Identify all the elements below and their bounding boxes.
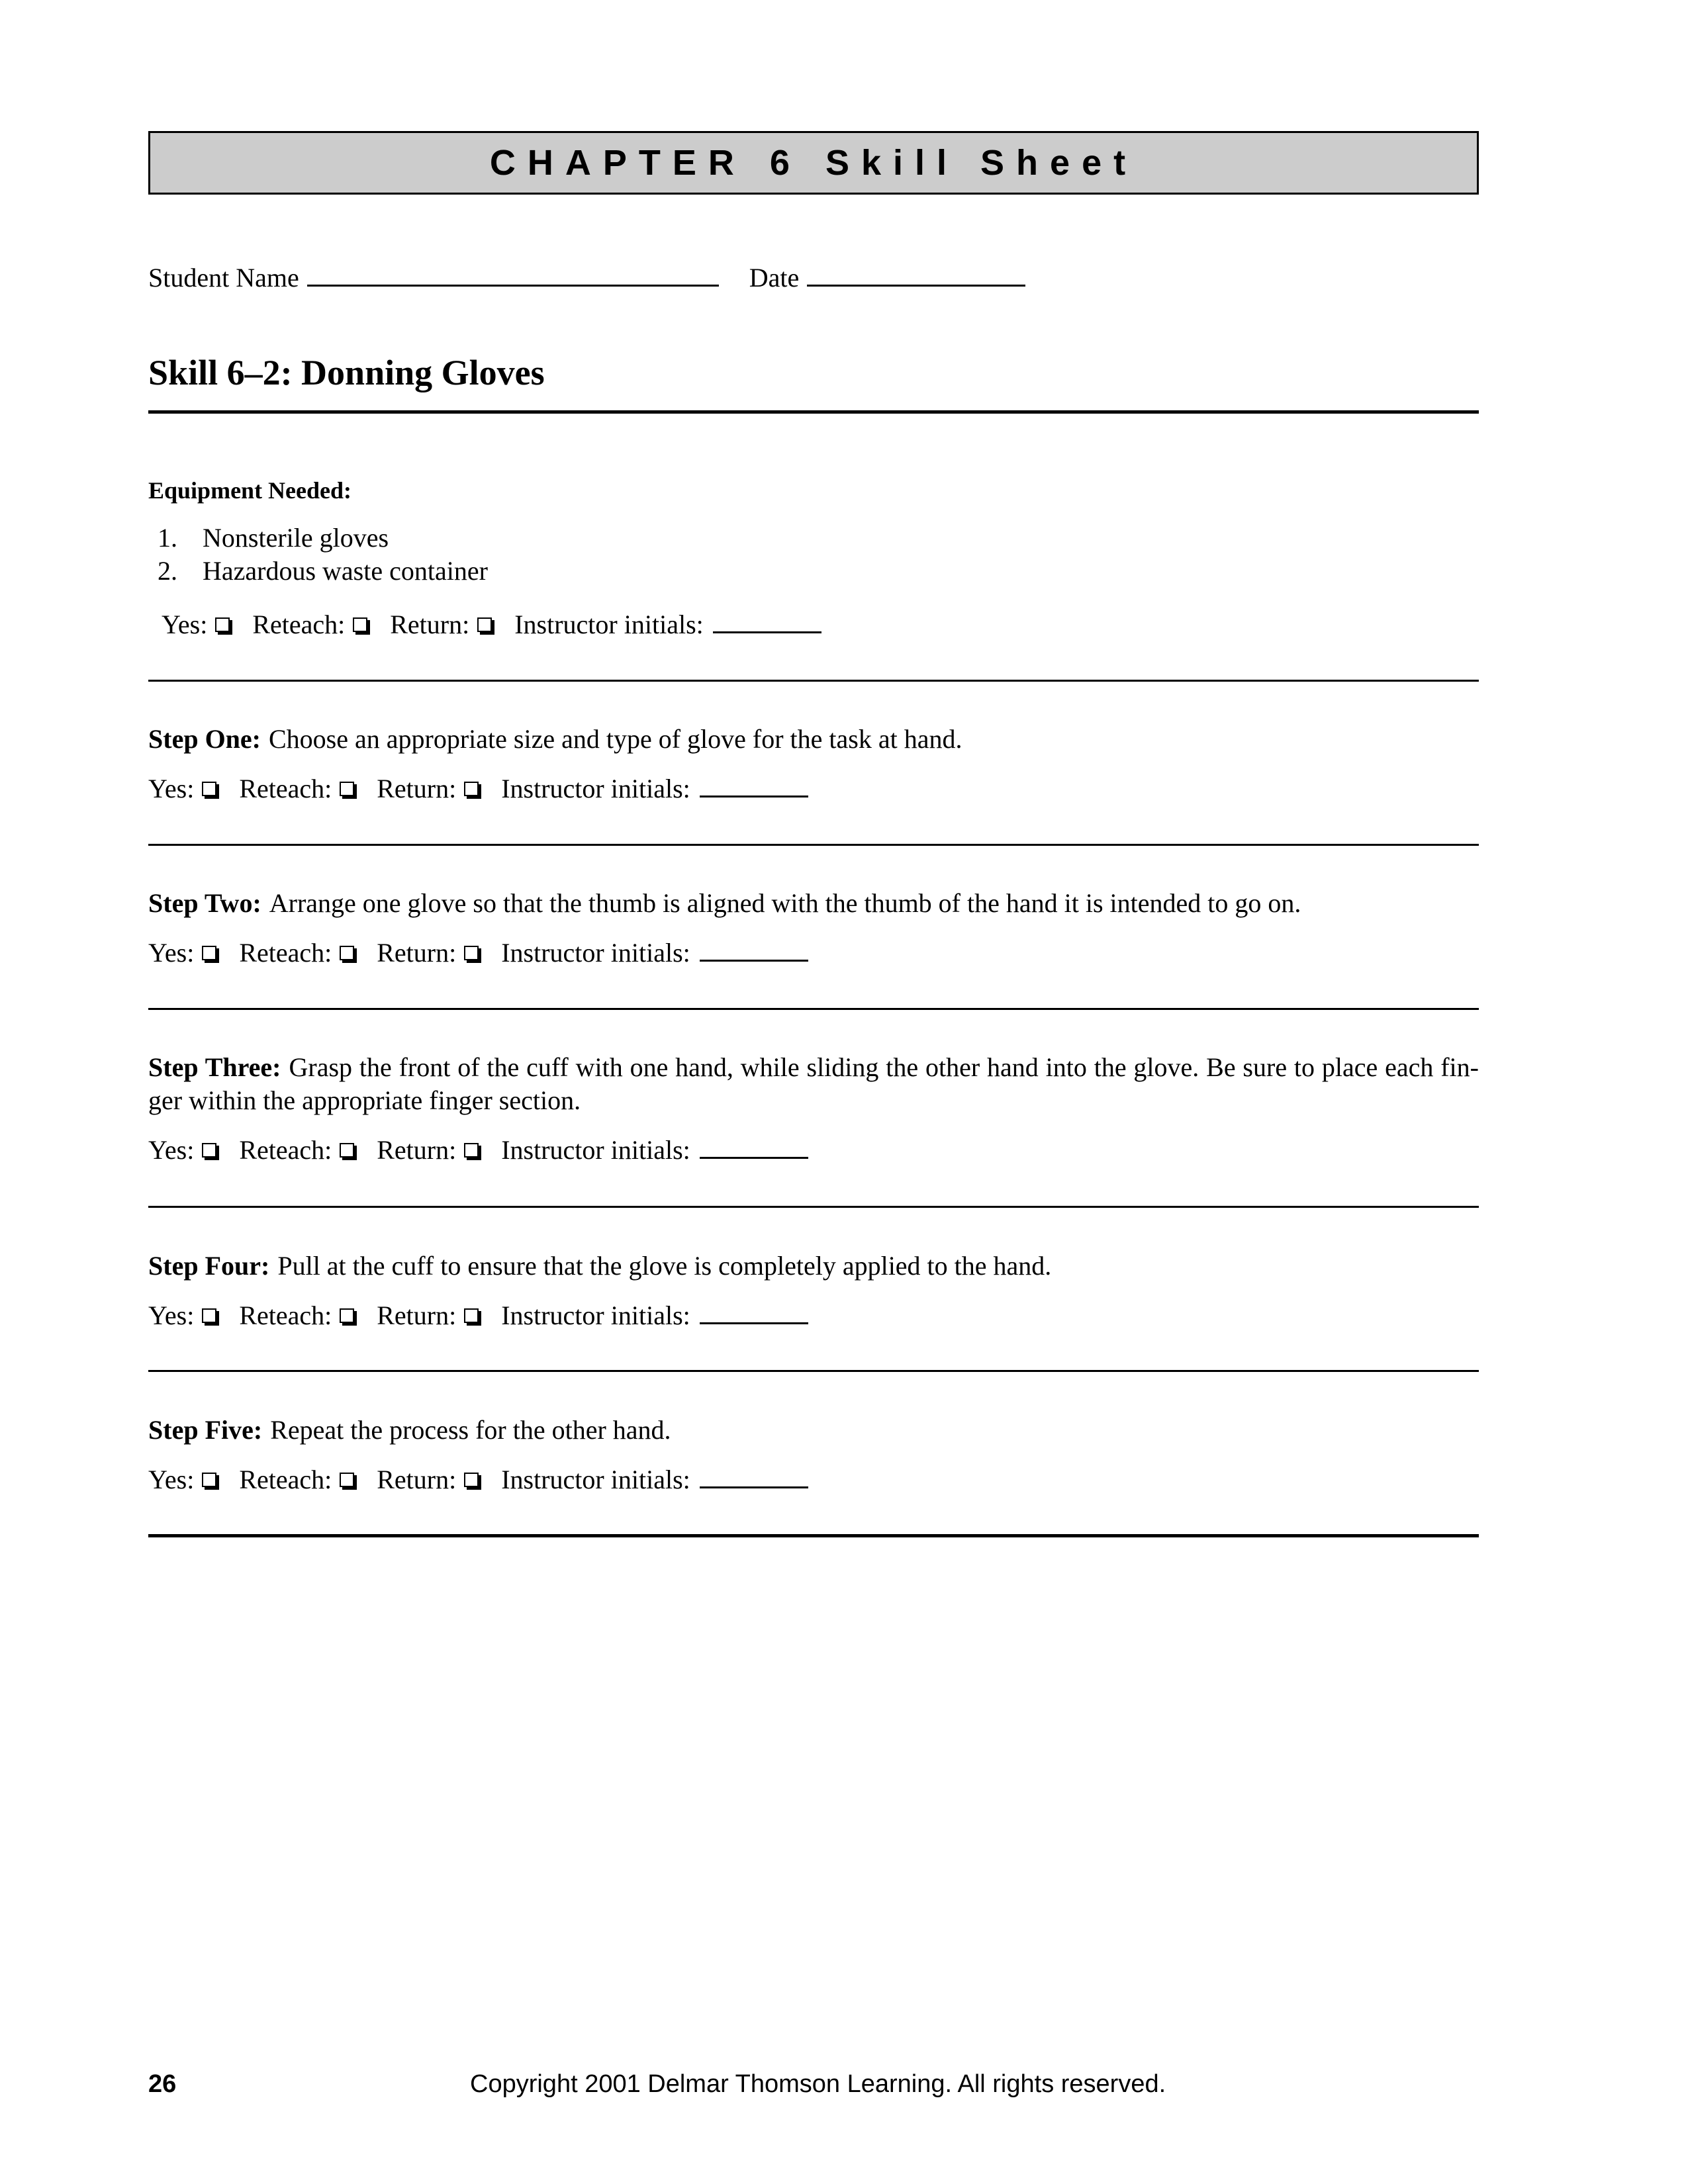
yes-checkbox[interactable] bbox=[202, 1473, 216, 1487]
step-label: Step Four: bbox=[148, 1251, 270, 1281]
instructor-initials-field[interactable] bbox=[700, 1467, 808, 1488]
section-divider bbox=[148, 680, 1479, 682]
yes-checkbox[interactable] bbox=[202, 1143, 216, 1158]
step-three bbox=[148, 1051, 1479, 1117]
student-info-row bbox=[148, 262, 1025, 293]
step-label: Step Two: bbox=[148, 888, 261, 918]
reteach-checkbox[interactable] bbox=[340, 946, 354, 960]
equipment-item: 1. Nonsterile gloves bbox=[158, 523, 389, 553]
date-label: Date bbox=[749, 263, 800, 293]
step-five bbox=[148, 1414, 1479, 1447]
title-divider bbox=[148, 410, 1479, 414]
step-two bbox=[148, 887, 1479, 920]
step-text: Choose an appropriate size and type of glove for the task at hand. bbox=[269, 724, 962, 754]
instructor-initials-field[interactable] bbox=[700, 940, 808, 962]
student-name-label: Student Name bbox=[148, 263, 299, 293]
reteach-checkbox[interactable] bbox=[340, 1473, 354, 1487]
step-one bbox=[148, 723, 1479, 756]
step-one-evaluation-row: Yes: Reteach: Return: Instructor initials: bbox=[148, 773, 831, 804]
sheet-title: Skill Sheet bbox=[825, 143, 1138, 183]
yes-checkbox[interactable] bbox=[215, 617, 230, 632]
student-name-field[interactable] bbox=[307, 262, 719, 287]
section-divider bbox=[148, 1206, 1479, 1208]
return-checkbox[interactable] bbox=[464, 946, 479, 960]
equipment-item: 2. Hazardous waste container bbox=[158, 556, 488, 586]
page-number: 26 bbox=[148, 2070, 177, 2098]
instructor-initials-field[interactable] bbox=[700, 1302, 808, 1324]
step-text: Pull at the cuff to ensure that the glove is completely applied to the hand. bbox=[277, 1251, 1052, 1281]
yes-checkbox[interactable] bbox=[202, 782, 216, 796]
yes-checkbox[interactable] bbox=[202, 1308, 216, 1323]
step-four-evaluation-row: Yes: Reteach: Return: Instructor initials: bbox=[148, 1300, 831, 1331]
return-checkbox[interactable] bbox=[464, 1473, 479, 1487]
instructor-initials-field[interactable] bbox=[713, 612, 821, 633]
date-field[interactable] bbox=[807, 262, 1025, 287]
step-text: Grasp the front of the cuff with one hand, while sliding the other hand into the glove. Be sure to place each fin-ger within the appropriate finger section. bbox=[148, 1052, 1479, 1115]
reteach-checkbox[interactable] bbox=[340, 1308, 354, 1323]
step-label: Step Five: bbox=[148, 1415, 263, 1445]
instructor-initials-field[interactable] bbox=[700, 1137, 808, 1159]
reteach-checkbox[interactable] bbox=[353, 617, 367, 632]
chapter-banner bbox=[148, 131, 1479, 195]
step-text: Repeat the process for the other hand. bbox=[270, 1415, 671, 1445]
return-checkbox[interactable] bbox=[464, 782, 479, 796]
section-divider bbox=[148, 1008, 1479, 1010]
section-divider bbox=[148, 844, 1479, 846]
reteach-checkbox[interactable] bbox=[340, 1143, 354, 1158]
skill-title: Skill 6–2: Donning Gloves bbox=[148, 353, 545, 392]
instructor-initials-field[interactable] bbox=[700, 776, 808, 797]
chapter-number: 6 bbox=[769, 143, 802, 183]
equipment-heading: Equipment Needed: bbox=[148, 477, 352, 504]
step-three-evaluation-row: Yes: Reteach: Return: Instructor initials: bbox=[148, 1134, 831, 1165]
step-text: Arrange one glove so that the thumb is aligned with the thumb of the hand it is intended to go on. bbox=[269, 888, 1301, 918]
end-divider bbox=[148, 1534, 1479, 1537]
chapter-word: CHAPTER bbox=[489, 143, 746, 183]
equipment-list bbox=[158, 522, 488, 588]
step-four bbox=[148, 1250, 1479, 1283]
step-label: Step One: bbox=[148, 724, 261, 754]
return-checkbox[interactable] bbox=[464, 1143, 479, 1158]
section-divider bbox=[148, 1370, 1479, 1372]
return-checkbox[interactable] bbox=[477, 617, 492, 632]
equipment-evaluation-row: Yes: Reteach: Return: Instructor initials: bbox=[162, 609, 844, 640]
return-checkbox[interactable] bbox=[464, 1308, 479, 1323]
step-five-evaluation-row: Yes: Reteach: Return: Instructor initials: bbox=[148, 1464, 831, 1495]
step-label: Step Three: bbox=[148, 1052, 281, 1082]
yes-checkbox[interactable] bbox=[202, 946, 216, 960]
reteach-checkbox[interactable] bbox=[340, 782, 354, 796]
copyright-notice: Copyright 2001 Delmar Thomson Learning. All rights reserved. bbox=[470, 2070, 1166, 2098]
step-two-evaluation-row: Yes: Reteach: Return: Instructor initials: bbox=[148, 937, 831, 968]
